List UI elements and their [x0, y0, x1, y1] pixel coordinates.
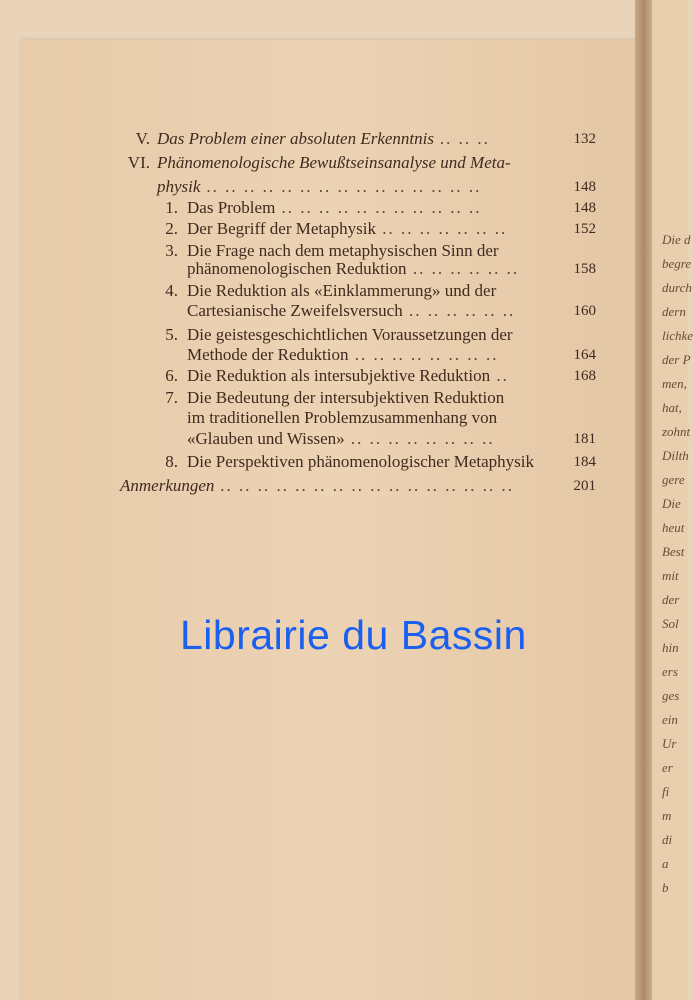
facing-page-text: zohnt	[662, 424, 691, 439]
toc-entry-number: 7.	[165, 388, 178, 407]
toc-entry-number: V.	[135, 129, 150, 148]
facing-page-text: ers	[662, 664, 678, 679]
toc-entry-number: 4.	[165, 281, 178, 300]
facing-page-text: men,	[662, 376, 687, 391]
toc-entry-title: Der Begriff der Metaphysik	[187, 219, 376, 238]
facing-page-text: mit	[662, 568, 679, 583]
toc-entry-title: physik	[157, 177, 201, 196]
toc-entry-title: Die Perspektiven phänomenologischer Metaphysik	[187, 452, 535, 471]
facing-page-text: durch	[662, 280, 692, 295]
toc-page-number: 152	[573, 221, 596, 237]
toc-entry-title: Das Problem einer absoluten Erkenntnis	[157, 129, 434, 148]
facing-page-text: Sol	[662, 616, 679, 631]
toc-entry-number: VI.	[127, 153, 150, 172]
toc-entry-number: 6.	[165, 366, 178, 385]
toc-leader-dots: .. .. .. .. .. ..	[406, 259, 520, 278]
facing-page-text: hin	[662, 640, 679, 655]
facing-page-text: er	[662, 760, 673, 775]
toc-entry-title: Die Frage nach dem metaphysischen Sinn der	[187, 241, 499, 260]
facing-page-text: der	[662, 592, 680, 607]
toc-entry-title: Cartesianische Zweifelsversuch	[187, 301, 403, 320]
toc-page-number: 148	[573, 179, 596, 195]
toc-entry	[0, 151, 688, 175]
toc-leader-dots: ..	[490, 366, 509, 385]
toc-page-number: 148	[573, 200, 596, 216]
facing-page-text: di	[662, 832, 673, 847]
toc-leader-dots: .. .. .. .. .. .. .. .. .. .. .. .. .. .. .. ..	[214, 476, 515, 495]
toc-entry	[0, 127, 688, 151]
toc-entry	[0, 257, 688, 281]
toc-page-number: 160	[573, 303, 596, 319]
facing-page-text: Ur	[662, 736, 677, 751]
toc-page-number: 201	[573, 478, 596, 494]
toc-entry-title: Methode der Reduktion	[187, 345, 349, 364]
toc-leader-dots: .. .. .. .. .. .. .. ..	[348, 345, 499, 364]
toc-entry-title: phänomenologischen Reduktion	[187, 259, 407, 278]
toc-leader-dots: .. .. .. .. .. .. .. .. .. .. ..	[275, 198, 482, 217]
toc-entry-number: 2.	[165, 219, 178, 238]
facing-page-text: begre	[662, 256, 692, 271]
toc-leader-dots: .. .. .. .. .. .. .. .. .. .. .. .. .. .. ..	[200, 177, 482, 196]
toc-entry-title: Phänomenologische Bewußtseinsanalyse und Meta-	[157, 153, 511, 172]
toc-entry-title: Das Problem	[187, 198, 276, 217]
facing-page-text: ein	[662, 712, 678, 727]
toc-entry-title: Die Reduktion als intersubjektive Reduktion	[187, 366, 491, 385]
toc-entry	[0, 299, 688, 323]
toc-entry	[0, 450, 688, 474]
toc-entry-number: 8.	[165, 452, 178, 471]
toc-page-number: 181	[573, 431, 596, 447]
toc-entry-title: Die Bedeutung der intersubjektiven Reduktion	[187, 388, 505, 407]
facing-page-text: der P	[662, 352, 691, 367]
toc-entry	[0, 217, 688, 241]
facing-page-text: Die	[662, 496, 681, 511]
toc-leader-dots: .. .. .. .. .. .. .. ..	[344, 429, 495, 448]
toc-entry-title: «Glauben und Wissen»	[187, 429, 345, 448]
toc-leader-dots: .. .. ..	[434, 129, 491, 148]
facing-page-text: m	[662, 808, 672, 823]
facing-page-text: a	[662, 856, 669, 871]
facing-page-text: Dilth	[662, 448, 689, 463]
facing-page-text: lichke	[662, 328, 693, 343]
watermark: Librairie du Bassin	[180, 612, 527, 658]
toc-entry	[0, 427, 688, 451]
facing-page-text: hat,	[662, 400, 682, 415]
toc-entry-number: 1.	[165, 198, 178, 217]
facing-page-text: fi	[662, 784, 670, 799]
toc-entry-number: 5.	[165, 325, 178, 344]
toc-leader-dots: .. .. .. .. .. ..	[402, 301, 516, 320]
toc-page-number: 168	[573, 368, 596, 384]
facing-page-text: dern	[662, 304, 686, 319]
facing-page-text: Die d	[662, 232, 691, 247]
toc-entry-title: Die geistesgeschichtlichen Voraussetzungen der	[187, 325, 513, 344]
facing-page-text: gere	[662, 472, 685, 487]
toc-entry-title: Anmerkungen	[120, 476, 215, 495]
toc-page-number: 132	[573, 131, 596, 147]
facing-page-text: b	[662, 880, 669, 895]
toc-page-number: 158	[573, 261, 596, 277]
facing-page-text: Best	[662, 544, 685, 559]
facing-page-text: ges	[662, 688, 680, 703]
facing-page-text: heut	[662, 520, 685, 535]
toc-page-number: 184	[573, 454, 596, 470]
toc-entry-title: Die Reduktion als «Einklammerung» und der	[187, 281, 497, 300]
toc-leader-dots: .. .. .. .. .. .. ..	[376, 219, 508, 238]
toc-entry-number: 3.	[165, 241, 178, 260]
toc-entry	[0, 474, 688, 498]
toc-entry-title: im traditionellen Problemzusammenhang von	[187, 408, 498, 427]
toc-entry	[0, 364, 688, 388]
toc-page-number: 164	[573, 347, 596, 363]
